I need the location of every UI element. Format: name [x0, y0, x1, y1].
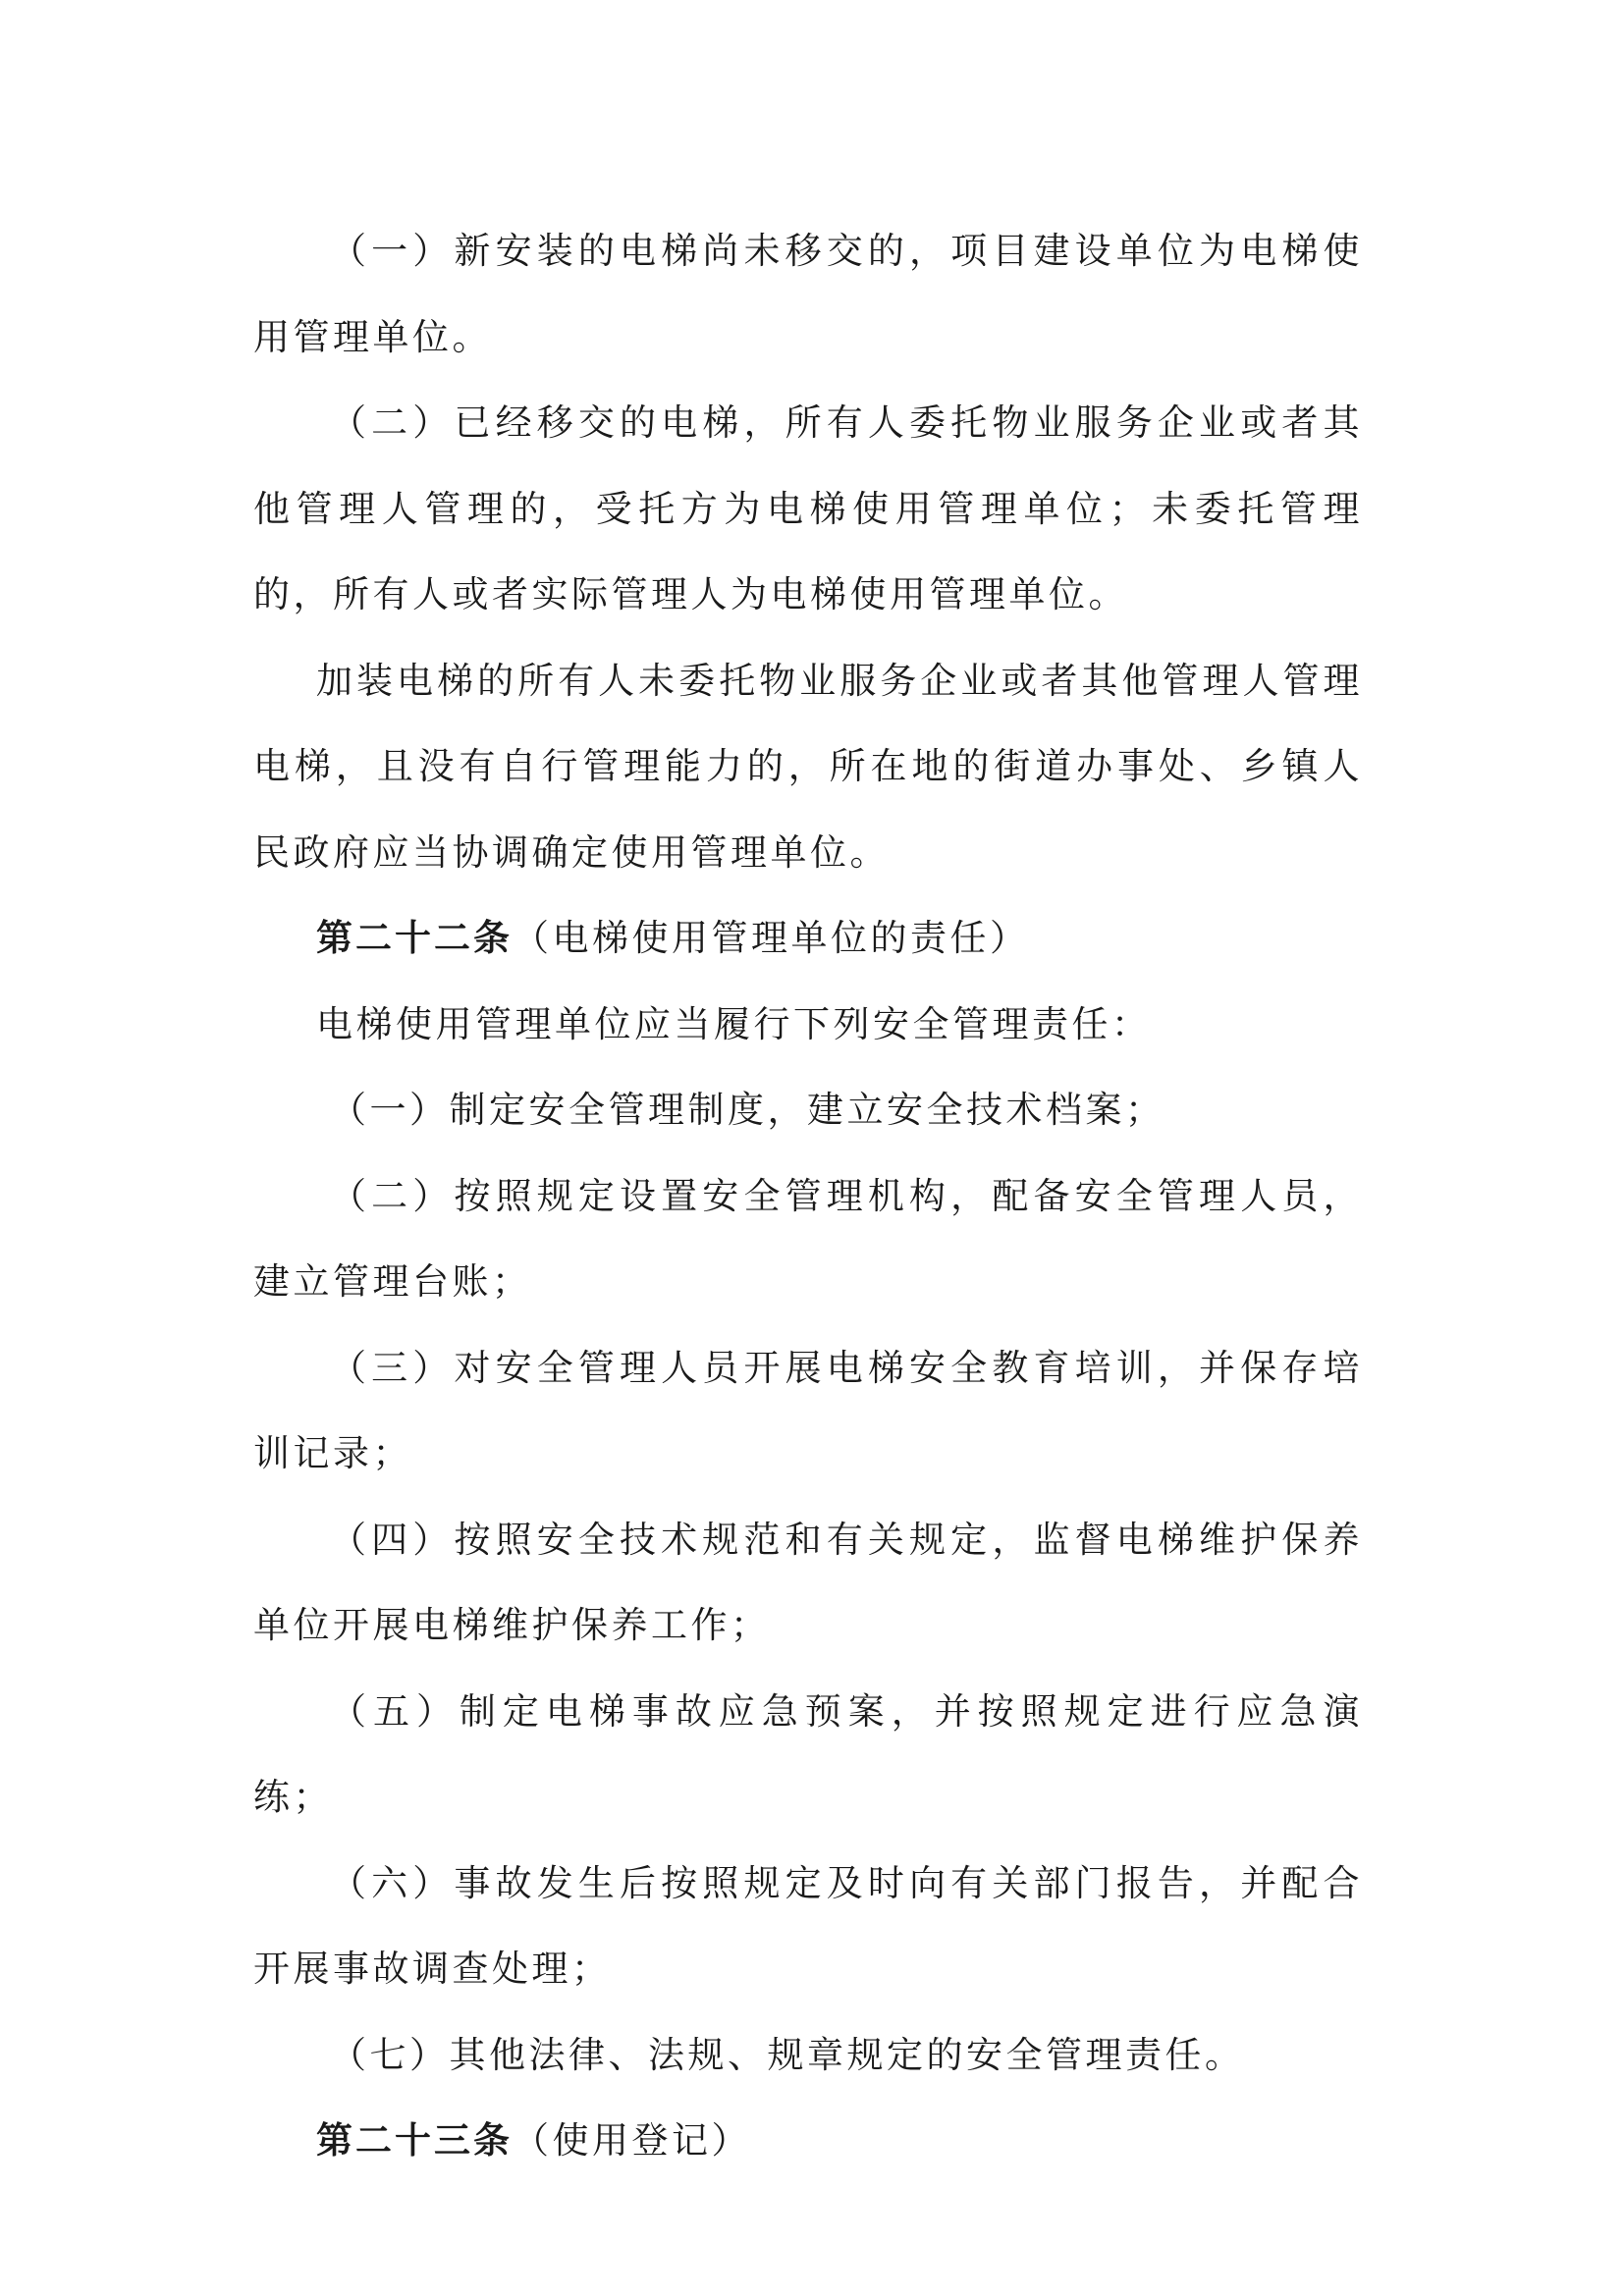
article-23-number: 第二十三条 [316, 2118, 513, 2162]
duty-item-3: （三）对安全管理人员开展电梯安全教育培训，并保存培训记录； [253, 1346, 1363, 1474]
duty-item-6: （六）事故发生后按照规定及时向有关部门报告，并配合开展事故调查处理； [253, 1861, 1363, 1990]
document-body [253, 208, 1363, 2184]
duty-item-2: （二）按照规定设置安全管理机构，配备安全管理人员，建立管理台账； [253, 1174, 1363, 1303]
article-23-subtitle: （使用登记） [513, 2119, 751, 2162]
clause-item-2: （二）已经移交的电梯，所有人委托物业服务企业或者其他管理人管理的，受托方为电梯使用管理单位；未委托管理的，所有人或者实际管理人为电梯使用管理单位。 [253, 401, 1363, 615]
duty-item-5: （五）制定电梯事故应急预案，并按照规定进行应急演练； [253, 1689, 1363, 1818]
article-22-subtitle: （电梯使用管理单位的责任） [513, 917, 1030, 959]
clause-item-1: （一）新安装的电梯尚未移交的，项目建设单位为电梯使用管理单位。 [253, 230, 1363, 358]
body-paragraph-installed-elevator: 加装电梯的所有人未委托物业服务企业或者其他管理人管理电梯，且没有自行管理能力的，所在地的街道办事处、乡镇人民政府应当协调确定使用管理单位。 [253, 659, 1363, 874]
article-22-heading [253, 895, 1363, 982]
article-22-number: 第二十二条 [316, 916, 513, 959]
duty-item-4: （四）按照安全技术规范和有关规定，监督电梯维护保养单位开展电梯维护保养工作； [253, 1518, 1363, 1646]
duty-item-1: （一）制定安全管理制度，建立安全技术档案； [330, 1089, 1165, 1131]
duty-item-7: （七）其他法律、法规、规章规定的安全管理责任。 [330, 2033, 1245, 2076]
article-23-heading [253, 2098, 1363, 2184]
body-paragraph-duties-intro: 电梯使用管理单位应当履行下列安全管理责任： [316, 1002, 1152, 1045]
